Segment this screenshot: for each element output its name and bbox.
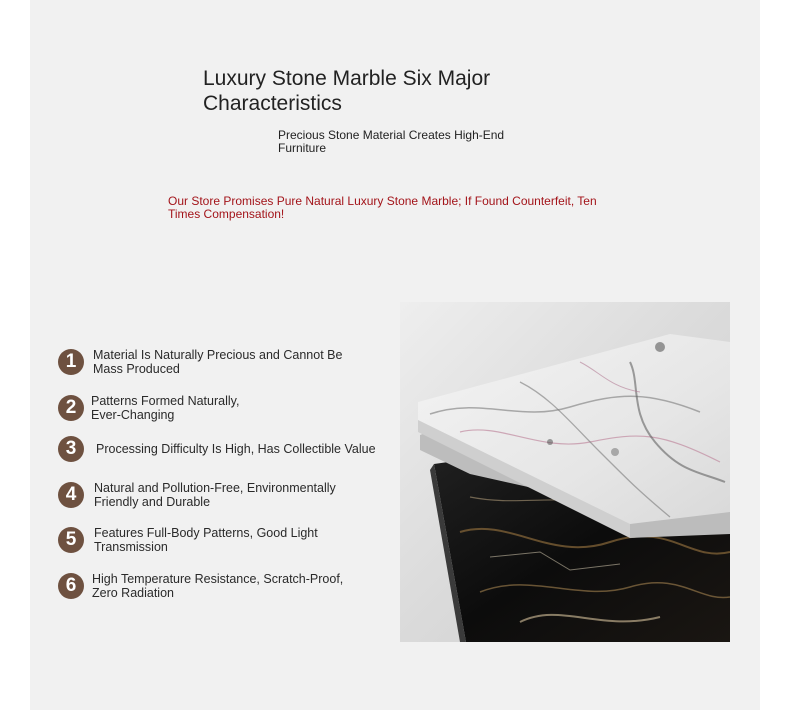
marble-slabs-illustration xyxy=(400,302,730,642)
authenticity-promise: Our Store Promises Pure Natural Luxury Stone Marble; If Found Counterfeit, Ten Times Compensation! xyxy=(168,194,597,221)
feature-text: Processing Difficulty Is High, Has Collectible Value xyxy=(96,442,376,456)
feature-text: Features Full-Body Patterns, Good Light Transmission xyxy=(94,526,318,554)
feature-number-badge: 2 xyxy=(58,395,84,421)
feature-text: Natural and Pollution-Free, Environmentally Friendly and Durable xyxy=(94,481,336,509)
feature-number-badge: 5 xyxy=(58,527,84,553)
feature-number-badge: 1 xyxy=(58,349,84,375)
feature-item-1 xyxy=(58,342,403,382)
feature-item-3 xyxy=(58,429,403,469)
feature-text: Patterns Formed Naturally, Ever-Changing xyxy=(91,394,240,422)
page-subtitle: Precious Stone Material Creates High-End Furniture xyxy=(278,128,505,155)
feature-item-4 xyxy=(58,475,403,515)
feature-text: High Temperature Resistance, Scratch-Proof, Zero Radiation xyxy=(92,572,344,600)
feature-number-badge: 6 xyxy=(58,573,84,599)
feature-item-6 xyxy=(58,566,403,606)
feature-list xyxy=(58,340,403,610)
page-title: Luxury Stone Marble Six Major Characteristics xyxy=(203,67,491,115)
feature-text: Material Is Naturally Precious and Cannot Be Mass Produced xyxy=(93,348,343,376)
feature-number-badge: 4 xyxy=(58,482,84,508)
feature-item-2 xyxy=(58,388,403,428)
content-panel xyxy=(30,0,760,710)
feature-item-5 xyxy=(58,520,403,560)
feature-number-badge: 3 xyxy=(58,436,84,462)
marble-slabs-image xyxy=(400,302,730,642)
